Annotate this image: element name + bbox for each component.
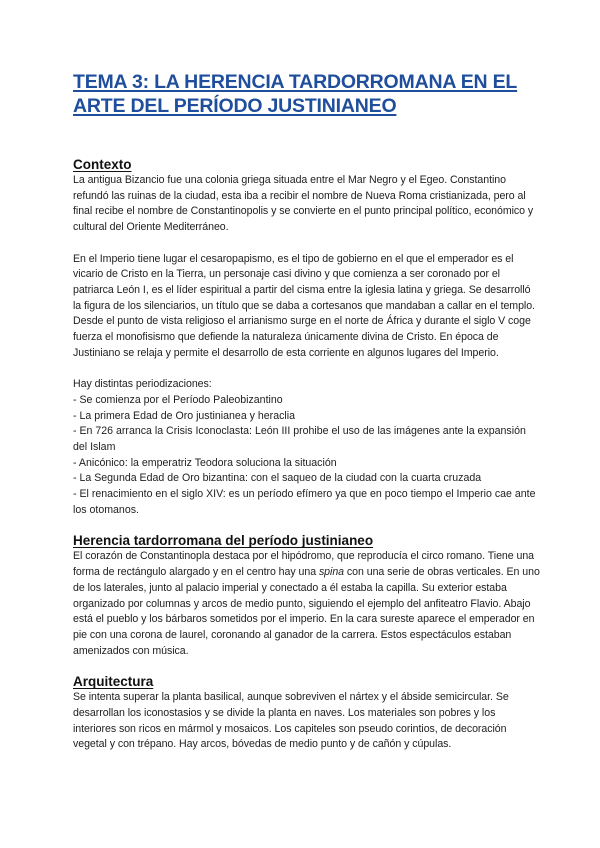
contexto-paragraph-2: En el Imperio tiene lugar el cesaropapismo, es el tipo de gobierno en el que el emperador es el vicario de Cristo en la Tierra, un personaje casi divino y que comienza a ser coronado por el patriarca León I, es el líder espiritual a partir del cisma entre la iglesia latina y griega. Se desarrolló la figura de los silenciarios, un título que se daba a cortesanos que mandaban a callar en el templo. Desde el punto de vista religioso el arrianismo surge en el norte de África y durante el siglo V coge fuerza el monofisismo que defiende la naturaleza únicamente divina de Cristo. En época de Justiniano se relaja y permite el desarrollo de esta corriente en algunos lugares del Imperio. (73, 252, 535, 359)
periods-intro: Hay distintas periodizaciones: (73, 378, 212, 391)
arquitectura-paragraph: Se intenta superar la planta basilical, aunque sobreviven el nártex y el ábside semicircular. Se desarrollan los iconostasios y se divide la planta en naves. Los materiales son pobres y los interiores son ricos en mármol y mosaicos. Los capiteles son pseudo corintios, de decoración vegetal y con trépano. Hay arcos, bóvedas de medio punto y de cañón y cúpulas. (73, 691, 509, 751)
section-heading-herencia: Herencia tardorromana del período justinianeo (73, 533, 374, 549)
section-heading-arquitectura: Arquitectura (73, 674, 154, 690)
periods-list (73, 393, 540, 519)
list-item: - La Segunda Edad de Oro bizantina: con el saqueo de la ciudad con la cuarta cruzada (73, 472, 482, 485)
list-item: - En 726 arranca la Crisis Iconoclasta: León III prohibe el uso de las imágenes ante la expansión del Islam (73, 425, 526, 453)
section-heading-contexto: Contexto (73, 157, 132, 172)
section-arquitectura (73, 673, 540, 753)
document-title: TEMA 3: LA HERENCIA TARDORROMANA EN EL ARTE DEL PERÍODO JUSTINIANEO (73, 71, 518, 117)
list-item: - El renacimiento en el siglo XIV: es un período efímero ya que en poco tiempo el Imperio cae ante los otomanos. (73, 488, 536, 516)
list-item: - Se comienza por el Período Paleobizantino (73, 393, 283, 406)
list-item: - La primera Edad de Oro justinianea y heraclia (73, 409, 295, 422)
herencia-text-before: El corazón de Constantinopla destaca por el hipódromo, que reproducía el circo romano. Tiene una forma de rectángulo alargado y en el centro hay una (73, 550, 535, 579)
herencia-paragraph (73, 549, 540, 659)
herencia-emphasis-spina: spina (318, 566, 345, 579)
contexto-paragraph-1: La antigua Bizancio fue una colonia griega situada entre el Mar Negro y el Egeo. Constantino refundó las ruinas de la ciudad, esta iba a recibir el nombre de Nueva Roma cristianizada, pero al final recibe el nombre de Constantinopolis y se convierte en el punto principal político, económico y cultural del Oriente Mediterráneo. (73, 174, 534, 234)
herencia-text-after: con una serie de obras verticales. En uno de los laterales, junto al palacio imperial y conectado a él estaba la capilla. Su exterior estaba organizado por columnas y arcos de medio punto, siguiendo el ejemplo del anfiteatro Flavio. Abajo está el pueblo y los bárbaros sometidos por el imperio. En la cara sureste aparece el emperador en pie con una corona de laurel, coronando al ganador de la carrera. Estos espectáculos estaban amenizados con música. (73, 566, 540, 657)
section-contexto (73, 156, 540, 518)
list-item: - Anicónico: la emperatriz Teodora soluciona la situación (73, 456, 337, 469)
section-herencia (73, 532, 540, 659)
